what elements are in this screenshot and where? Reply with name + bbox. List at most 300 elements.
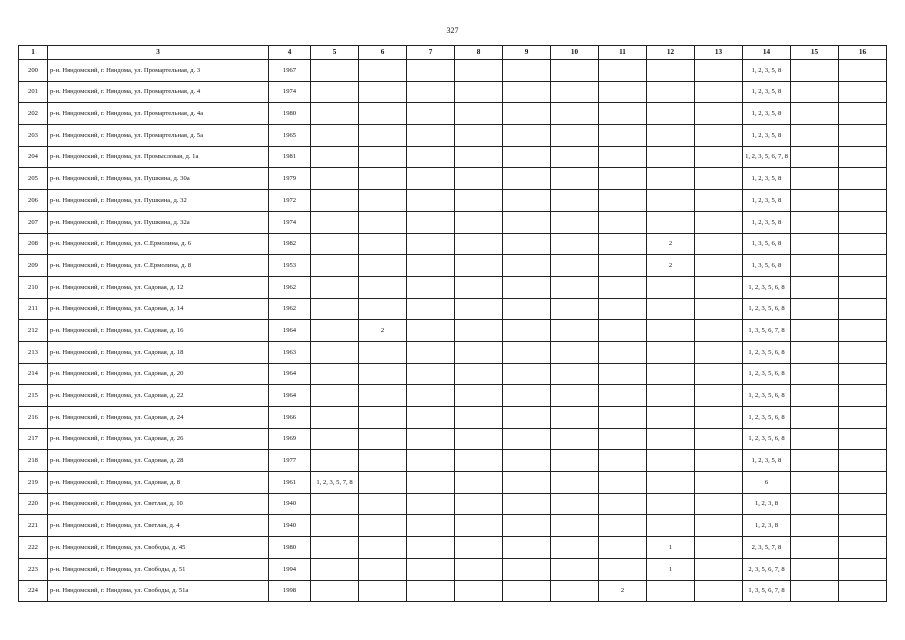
cell-col-8 — [455, 407, 503, 429]
cell-col-5 — [311, 190, 359, 212]
cell-col-11 — [599, 211, 647, 233]
cell-col-12 — [647, 60, 695, 82]
cell-col-11 — [599, 558, 647, 580]
cell-col-13 — [695, 580, 743, 602]
row-number-cell: 219 — [19, 472, 48, 494]
cell-col-14: 2, 3, 5, 7, 8 — [743, 537, 791, 559]
column-header-8: 8 — [455, 46, 503, 60]
address-cell: р-н. Няндомский, г. Няндома, ул. Садовая, д. 28 — [48, 450, 269, 472]
cell-col-15 — [791, 428, 839, 450]
cell-col-16 — [839, 580, 887, 602]
address-cell: р-н. Няндомский, г. Няндома, ул. Светлая, д. 4 — [48, 515, 269, 537]
cell-col-5 — [311, 276, 359, 298]
cell-col-7 — [407, 450, 455, 472]
cell-col-7 — [407, 558, 455, 580]
table-row — [19, 515, 887, 537]
cell-col-15 — [791, 537, 839, 559]
cell-col-12 — [647, 341, 695, 363]
cell-col-11 — [599, 81, 647, 103]
cell-col-15 — [791, 472, 839, 494]
cell-col-6 — [359, 168, 407, 190]
cell-col-5 — [311, 385, 359, 407]
row-number-cell: 218 — [19, 450, 48, 472]
row-number-cell: 222 — [19, 537, 48, 559]
cell-col-5 — [311, 168, 359, 190]
cell-col-7 — [407, 407, 455, 429]
cell-col-9 — [503, 255, 551, 277]
cell-col-14: 1, 2, 3, 5, 8 — [743, 125, 791, 147]
cell-col-6 — [359, 363, 407, 385]
cell-col-12 — [647, 515, 695, 537]
year-cell: 1981 — [269, 146, 311, 168]
cell-col-16 — [839, 363, 887, 385]
row-number-cell: 217 — [19, 428, 48, 450]
cell-col-5 — [311, 428, 359, 450]
address-cell: р-н. Няндомский, г. Няндома, ул. С.Ермолина, д. 6 — [48, 233, 269, 255]
cell-col-15 — [791, 60, 839, 82]
cell-col-13 — [695, 60, 743, 82]
row-number-cell: 223 — [19, 558, 48, 580]
cell-col-5 — [311, 515, 359, 537]
address-cell: р-н. Няндомский, г. Няндома, ул. Садовая, д. 16 — [48, 320, 269, 342]
cell-col-14: 1, 2, 3, 5, 6, 8 — [743, 385, 791, 407]
cell-col-11 — [599, 298, 647, 320]
cell-col-14: 1, 2, 3, 5, 8 — [743, 190, 791, 212]
cell-col-11 — [599, 385, 647, 407]
cell-col-8 — [455, 233, 503, 255]
cell-col-16 — [839, 276, 887, 298]
cell-col-6 — [359, 255, 407, 277]
cell-col-9 — [503, 233, 551, 255]
cell-col-16 — [839, 493, 887, 515]
cell-col-16 — [839, 103, 887, 125]
cell-col-11 — [599, 60, 647, 82]
column-header-16: 16 — [839, 46, 887, 60]
cell-col-10 — [551, 233, 599, 255]
cell-col-7 — [407, 60, 455, 82]
column-header-5: 5 — [311, 46, 359, 60]
cell-col-12 — [647, 276, 695, 298]
cell-col-14: 1, 2, 3, 5, 6, 8 — [743, 363, 791, 385]
cell-col-16 — [839, 428, 887, 450]
cell-col-9 — [503, 146, 551, 168]
cell-col-12 — [647, 493, 695, 515]
cell-col-8 — [455, 558, 503, 580]
cell-col-11 — [599, 320, 647, 342]
cell-col-13 — [695, 81, 743, 103]
cell-col-13 — [695, 233, 743, 255]
cell-col-15 — [791, 515, 839, 537]
address-cell: р-н. Няндомский, г. Няндома, ул. Садовая, д. 18 — [48, 341, 269, 363]
cell-col-11 — [599, 450, 647, 472]
cell-col-9 — [503, 450, 551, 472]
cell-col-12: 2 — [647, 233, 695, 255]
table-row — [19, 558, 887, 580]
cell-col-7 — [407, 493, 455, 515]
row-number-cell: 207 — [19, 211, 48, 233]
column-header-4: 4 — [269, 46, 311, 60]
row-number-cell: 200 — [19, 60, 48, 82]
cell-col-15 — [791, 190, 839, 212]
cell-col-11 — [599, 146, 647, 168]
cell-col-11 — [599, 493, 647, 515]
table-row — [19, 255, 887, 277]
table-row — [19, 363, 887, 385]
cell-col-11 — [599, 537, 647, 559]
address-cell: р-н. Няндомский, г. Няндома, ул. Садовая, д. 22 — [48, 385, 269, 407]
cell-col-10 — [551, 276, 599, 298]
year-cell: 1940 — [269, 515, 311, 537]
cell-col-13 — [695, 168, 743, 190]
column-header-11: 11 — [599, 46, 647, 60]
cell-col-9 — [503, 190, 551, 212]
cell-col-15 — [791, 276, 839, 298]
year-cell: 1980 — [269, 537, 311, 559]
table-row — [19, 341, 887, 363]
row-number-cell: 213 — [19, 341, 48, 363]
cell-col-13 — [695, 428, 743, 450]
address-cell: р-н. Няндомский, г. Няндома, ул. Промартельная, д. 4 — [48, 81, 269, 103]
cell-col-6 — [359, 298, 407, 320]
cell-col-12 — [647, 81, 695, 103]
cell-col-12 — [647, 168, 695, 190]
row-number-cell: 210 — [19, 276, 48, 298]
address-cell: р-н. Няндомский, г. Няндома, ул. Садовая, д. 8 — [48, 472, 269, 494]
cell-col-15 — [791, 320, 839, 342]
cell-col-5: 1, 2, 3, 5, 7, 8 — [311, 472, 359, 494]
column-header-9: 9 — [503, 46, 551, 60]
cell-col-8 — [455, 428, 503, 450]
column-header-12: 12 — [647, 46, 695, 60]
cell-col-10 — [551, 81, 599, 103]
cell-col-13 — [695, 190, 743, 212]
cell-col-9 — [503, 363, 551, 385]
cell-col-9 — [503, 320, 551, 342]
cell-col-11 — [599, 168, 647, 190]
cell-col-6 — [359, 385, 407, 407]
cell-col-12 — [647, 298, 695, 320]
cell-col-12: 1 — [647, 537, 695, 559]
cell-col-5 — [311, 450, 359, 472]
table-body — [19, 60, 887, 602]
year-cell: 1980 — [269, 103, 311, 125]
cell-col-14: 1, 3, 5, 6, 8 — [743, 233, 791, 255]
cell-col-9 — [503, 537, 551, 559]
cell-col-11 — [599, 341, 647, 363]
cell-col-13 — [695, 320, 743, 342]
cell-col-12 — [647, 407, 695, 429]
column-header-7: 7 — [407, 46, 455, 60]
cell-col-14: 1, 2, 3, 5, 6, 8 — [743, 298, 791, 320]
cell-col-15 — [791, 493, 839, 515]
cell-col-11 — [599, 233, 647, 255]
address-cell: р-н. Няндомский, г. Няндома, ул. Садовая, д. 12 — [48, 276, 269, 298]
cell-col-9 — [503, 211, 551, 233]
column-header-3: 3 — [48, 46, 269, 60]
cell-col-8 — [455, 493, 503, 515]
cell-col-10 — [551, 211, 599, 233]
cell-col-13 — [695, 255, 743, 277]
cell-col-14: 1, 2, 3, 5, 8 — [743, 168, 791, 190]
cell-col-6 — [359, 146, 407, 168]
cell-col-5 — [311, 60, 359, 82]
cell-col-16 — [839, 407, 887, 429]
cell-col-12 — [647, 472, 695, 494]
cell-col-16 — [839, 341, 887, 363]
cell-col-14: 1, 2, 3, 5, 6, 8 — [743, 407, 791, 429]
cell-col-16 — [839, 385, 887, 407]
row-number-cell: 221 — [19, 515, 48, 537]
cell-col-15 — [791, 298, 839, 320]
year-cell: 1964 — [269, 320, 311, 342]
cell-col-13 — [695, 341, 743, 363]
table-row — [19, 580, 887, 602]
cell-col-9 — [503, 428, 551, 450]
cell-col-16 — [839, 60, 887, 82]
cell-col-7 — [407, 363, 455, 385]
cell-col-8 — [455, 255, 503, 277]
cell-col-8 — [455, 341, 503, 363]
cell-col-7 — [407, 428, 455, 450]
cell-col-7 — [407, 320, 455, 342]
cell-col-14: 1, 2, 3, 8 — [743, 515, 791, 537]
row-number-cell: 202 — [19, 103, 48, 125]
cell-col-16 — [839, 211, 887, 233]
year-cell: 1953 — [269, 255, 311, 277]
cell-col-16 — [839, 320, 887, 342]
cell-col-6 — [359, 450, 407, 472]
cell-col-16 — [839, 146, 887, 168]
cell-col-7 — [407, 211, 455, 233]
cell-col-7 — [407, 233, 455, 255]
cell-col-16 — [839, 450, 887, 472]
cell-col-7 — [407, 190, 455, 212]
cell-col-11 — [599, 125, 647, 147]
cell-col-13 — [695, 125, 743, 147]
cell-col-14: 6 — [743, 472, 791, 494]
cell-col-16 — [839, 298, 887, 320]
cell-col-6 — [359, 428, 407, 450]
cell-col-13 — [695, 537, 743, 559]
cell-col-10 — [551, 341, 599, 363]
cell-col-10 — [551, 320, 599, 342]
cell-col-12 — [647, 190, 695, 212]
cell-col-5 — [311, 146, 359, 168]
cell-col-8 — [455, 211, 503, 233]
cell-col-10 — [551, 450, 599, 472]
cell-col-6 — [359, 558, 407, 580]
row-number-cell: 205 — [19, 168, 48, 190]
cell-col-13 — [695, 211, 743, 233]
cell-col-14: 1, 2, 3, 5, 8 — [743, 450, 791, 472]
row-number-cell: 204 — [19, 146, 48, 168]
cell-col-10 — [551, 407, 599, 429]
address-cell: р-н. Няндомский, г. Няндома, ул. Промартельная, д. 4а — [48, 103, 269, 125]
column-header-6: 6 — [359, 46, 407, 60]
cell-col-6 — [359, 341, 407, 363]
year-cell: 1977 — [269, 450, 311, 472]
cell-col-13 — [695, 558, 743, 580]
cell-col-6 — [359, 472, 407, 494]
cell-col-10 — [551, 558, 599, 580]
cell-col-14: 1, 2, 3, 8 — [743, 493, 791, 515]
row-number-cell: 212 — [19, 320, 48, 342]
cell-col-15 — [791, 146, 839, 168]
cell-col-5 — [311, 255, 359, 277]
cell-col-10 — [551, 168, 599, 190]
cell-col-10 — [551, 385, 599, 407]
cell-col-9 — [503, 493, 551, 515]
cell-col-8 — [455, 276, 503, 298]
cell-col-15 — [791, 168, 839, 190]
cell-col-8 — [455, 190, 503, 212]
cell-col-6 — [359, 493, 407, 515]
cell-col-9 — [503, 558, 551, 580]
row-number-cell: 220 — [19, 493, 48, 515]
address-cell: р-н. Няндомский, г. Няндома, ул. Промартельная, д. 3 — [48, 60, 269, 82]
table-row — [19, 146, 887, 168]
cell-col-10 — [551, 363, 599, 385]
cell-col-11 — [599, 515, 647, 537]
cell-col-13 — [695, 515, 743, 537]
cell-col-8 — [455, 103, 503, 125]
cell-col-11 — [599, 103, 647, 125]
cell-col-9 — [503, 168, 551, 190]
year-cell: 1969 — [269, 428, 311, 450]
cell-col-11 — [599, 407, 647, 429]
table-row — [19, 60, 887, 82]
cell-col-15 — [791, 125, 839, 147]
table-row — [19, 168, 887, 190]
cell-col-8 — [455, 363, 503, 385]
cell-col-9 — [503, 407, 551, 429]
cell-col-13 — [695, 298, 743, 320]
cell-col-8 — [455, 537, 503, 559]
cell-col-5 — [311, 103, 359, 125]
cell-col-9 — [503, 385, 551, 407]
row-number-cell: 216 — [19, 407, 48, 429]
address-cell: р-н. Няндомский, г. Няндома, ул. Свободы, д. 51 — [48, 558, 269, 580]
cell-col-8 — [455, 450, 503, 472]
cell-col-8 — [455, 60, 503, 82]
cell-col-9 — [503, 103, 551, 125]
table-row — [19, 190, 887, 212]
cell-col-13 — [695, 493, 743, 515]
cell-col-10 — [551, 580, 599, 602]
cell-col-13 — [695, 276, 743, 298]
cell-col-5 — [311, 125, 359, 147]
cell-col-9 — [503, 81, 551, 103]
cell-col-8 — [455, 320, 503, 342]
cell-col-13 — [695, 385, 743, 407]
cell-col-6 — [359, 233, 407, 255]
table-row — [19, 407, 887, 429]
row-number-cell: 201 — [19, 81, 48, 103]
year-cell: 1967 — [269, 60, 311, 82]
address-cell: р-н. Няндомский, г. Няндома, ул. Свободы, д. 51а — [48, 580, 269, 602]
cell-col-14: 1, 2, 3, 5, 6, 8 — [743, 276, 791, 298]
year-cell: 1964 — [269, 363, 311, 385]
cell-col-6 — [359, 537, 407, 559]
cell-col-16 — [839, 125, 887, 147]
cell-col-10 — [551, 537, 599, 559]
cell-col-13 — [695, 450, 743, 472]
address-cell: р-н. Няндомский, г. Няндома, ул. Промысловая, д. 1а — [48, 146, 269, 168]
cell-col-12 — [647, 428, 695, 450]
year-cell: 1994 — [269, 558, 311, 580]
cell-col-6 — [359, 515, 407, 537]
address-cell: р-н. Няндомский, г. Няндома, ул. Садовая, д. 26 — [48, 428, 269, 450]
cell-col-14: 1, 2, 3, 5, 6, 7, 8 — [743, 146, 791, 168]
cell-col-9 — [503, 341, 551, 363]
cell-col-12 — [647, 580, 695, 602]
cell-col-7 — [407, 168, 455, 190]
column-header-10: 10 — [551, 46, 599, 60]
column-header-1: 1 — [19, 46, 48, 60]
cell-col-10 — [551, 298, 599, 320]
row-number-cell: 208 — [19, 233, 48, 255]
year-cell: 1998 — [269, 580, 311, 602]
table-row — [19, 450, 887, 472]
cell-col-12: 2 — [647, 255, 695, 277]
cell-col-9 — [503, 472, 551, 494]
year-cell: 1964 — [269, 385, 311, 407]
cell-col-15 — [791, 363, 839, 385]
table-row — [19, 103, 887, 125]
cell-col-14: 1, 2, 3, 5, 8 — [743, 81, 791, 103]
address-cell: р-н. Няндомский, г. Няндома, ул. Пушкина, д. 30а — [48, 168, 269, 190]
cell-col-8 — [455, 146, 503, 168]
address-cell: р-н. Няндомский, г. Няндома, ул. С.Ермолина, д. 8 — [48, 255, 269, 277]
cell-col-7 — [407, 515, 455, 537]
cell-col-7 — [407, 385, 455, 407]
cell-col-10 — [551, 146, 599, 168]
cell-col-14: 1, 2, 3, 5, 6, 8 — [743, 341, 791, 363]
cell-col-10 — [551, 493, 599, 515]
year-cell: 1966 — [269, 407, 311, 429]
table-row — [19, 428, 887, 450]
cell-col-7 — [407, 298, 455, 320]
cell-col-12: 1 — [647, 558, 695, 580]
table-row — [19, 385, 887, 407]
year-cell: 1961 — [269, 472, 311, 494]
cell-col-9 — [503, 60, 551, 82]
cell-col-10 — [551, 125, 599, 147]
cell-col-9 — [503, 125, 551, 147]
cell-col-15 — [791, 558, 839, 580]
cell-col-5 — [311, 407, 359, 429]
year-cell: 1972 — [269, 190, 311, 212]
table-row — [19, 211, 887, 233]
cell-col-5 — [311, 298, 359, 320]
cell-col-8 — [455, 472, 503, 494]
cell-col-10 — [551, 190, 599, 212]
cell-col-13 — [695, 407, 743, 429]
cell-col-5 — [311, 81, 359, 103]
year-cell: 1965 — [269, 125, 311, 147]
table-row — [19, 493, 887, 515]
table-row — [19, 537, 887, 559]
cell-col-16 — [839, 233, 887, 255]
cell-col-9 — [503, 515, 551, 537]
cell-col-5 — [311, 537, 359, 559]
cell-col-15 — [791, 255, 839, 277]
cell-col-16 — [839, 515, 887, 537]
cell-col-15 — [791, 211, 839, 233]
cell-col-6 — [359, 125, 407, 147]
cell-col-12 — [647, 450, 695, 472]
cell-col-12 — [647, 125, 695, 147]
